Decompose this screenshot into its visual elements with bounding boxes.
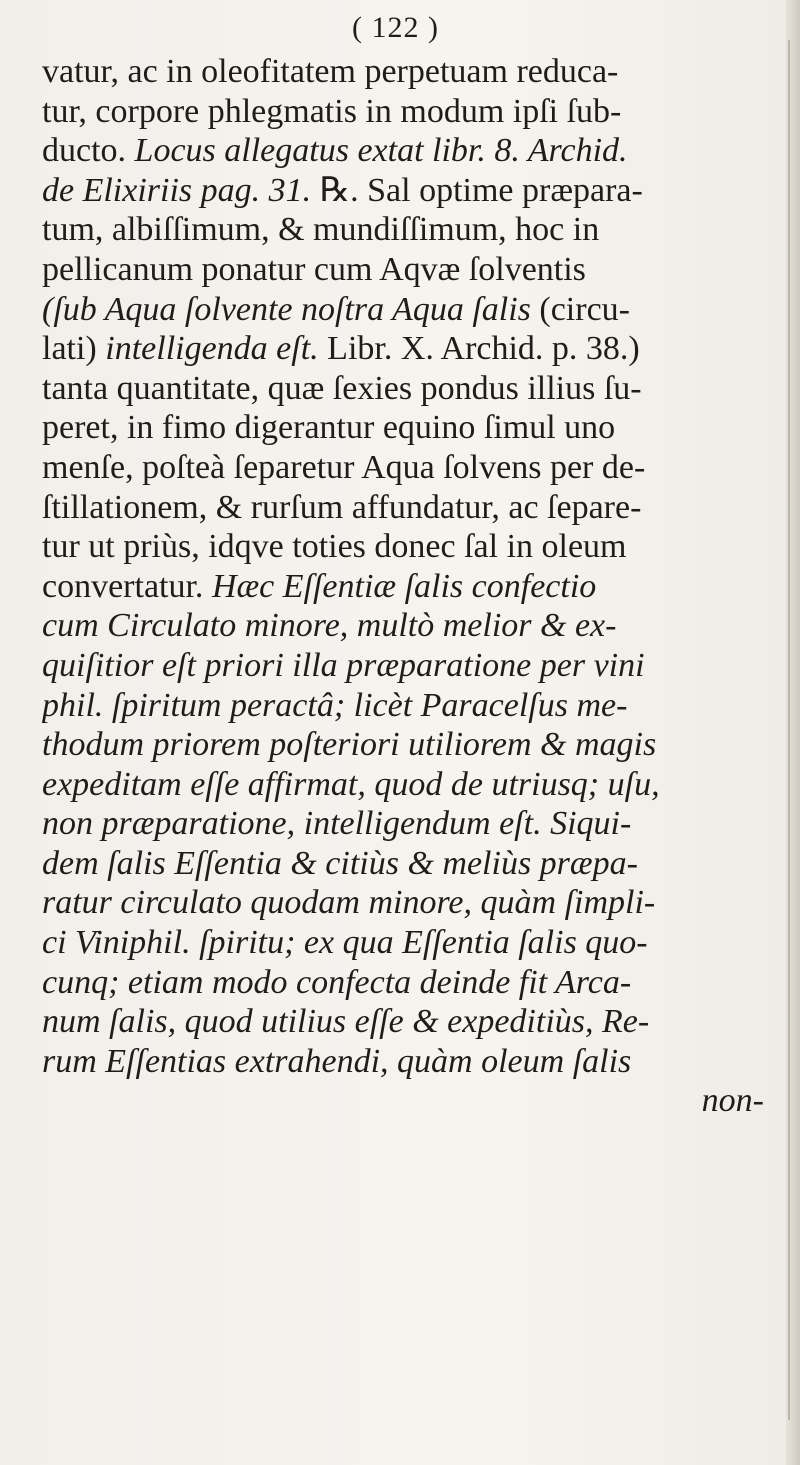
text-line: convertatur. Hæc Eſſentiæ ſalis confectio xyxy=(42,567,597,605)
text-line: cum Circulato minore, multò melior & ex- xyxy=(42,607,617,645)
text-line: phil. ſpiritum peractâ; licèt Paracelſus me- xyxy=(42,686,628,724)
text-line: cunq; etiam modo confecta deinde fit Arca- xyxy=(42,963,632,1001)
text-line: ci Viniphil. ſpiritu; ex qua Eſſentia ſalis quo- xyxy=(42,924,648,962)
text-line: lati) intelligenda eſt. Libr. X. Archid. p. 38.) xyxy=(42,330,640,368)
text-line: rum Eſſentias extrahendi, quàm oleum ſalis xyxy=(42,1042,632,1080)
page-number: ( 122 ) xyxy=(352,11,439,44)
text-line: pellicanum ponatur cum Aqvæ ſolventis xyxy=(42,250,586,288)
text-line: num ſalis, quod utilius eſſe & expeditiùs, Re- xyxy=(42,1003,650,1041)
text-line: quiſitior eſt priori illa præparatione per vini xyxy=(42,646,645,684)
text-line: peret, in fimo digerantur equino ſimul uno xyxy=(42,409,616,447)
text-line: ratur circulato quodam minore, quàm ſimpli- xyxy=(42,884,656,922)
text-line: tanta quantitate, quæ ſexies pondus illius ſu- xyxy=(42,369,642,407)
body-text xyxy=(42,52,792,1121)
text-line: expeditam eſſe affirmat, quod de utriusq; uſu, xyxy=(42,765,660,803)
text-line: tum, albiſſimum, & mundiſſimum, hoc in xyxy=(42,211,600,249)
text-line: ſtillationem, & rurſum affundatur, ac ſepare- xyxy=(42,488,642,526)
text-line: tur, corpore phlegmatis in modum ipſi ſub- xyxy=(42,92,622,130)
text-line: menſe, poſteà ſeparetur Aqua ſolvens per de- xyxy=(42,448,646,486)
text-line: non præparatione, intelligendum eſt. Siqui- xyxy=(42,805,632,843)
text-line: tur ut priùs, idqve toties donec ſal in oleum xyxy=(42,528,627,566)
catchword: non- xyxy=(701,1082,764,1120)
text-line: (ſub Aqua ſolvente noſtra Aqua ſalis (circu- xyxy=(42,290,630,328)
text-line: dem ſalis Eſſentia & citiùs & meliùs præpa- xyxy=(42,844,638,882)
text-line: de Elixiriis pag. 31. ℞. Sal optime præpara- xyxy=(42,171,643,209)
text-line: thodum priorem poſteriori utiliorem & magis xyxy=(42,726,657,764)
text-line: vatur, ac in oleofitatem perpetuam reduca- xyxy=(42,53,619,90)
text-line: ducto. Locus allegatus extat libr. 8. Archid. xyxy=(42,132,628,170)
